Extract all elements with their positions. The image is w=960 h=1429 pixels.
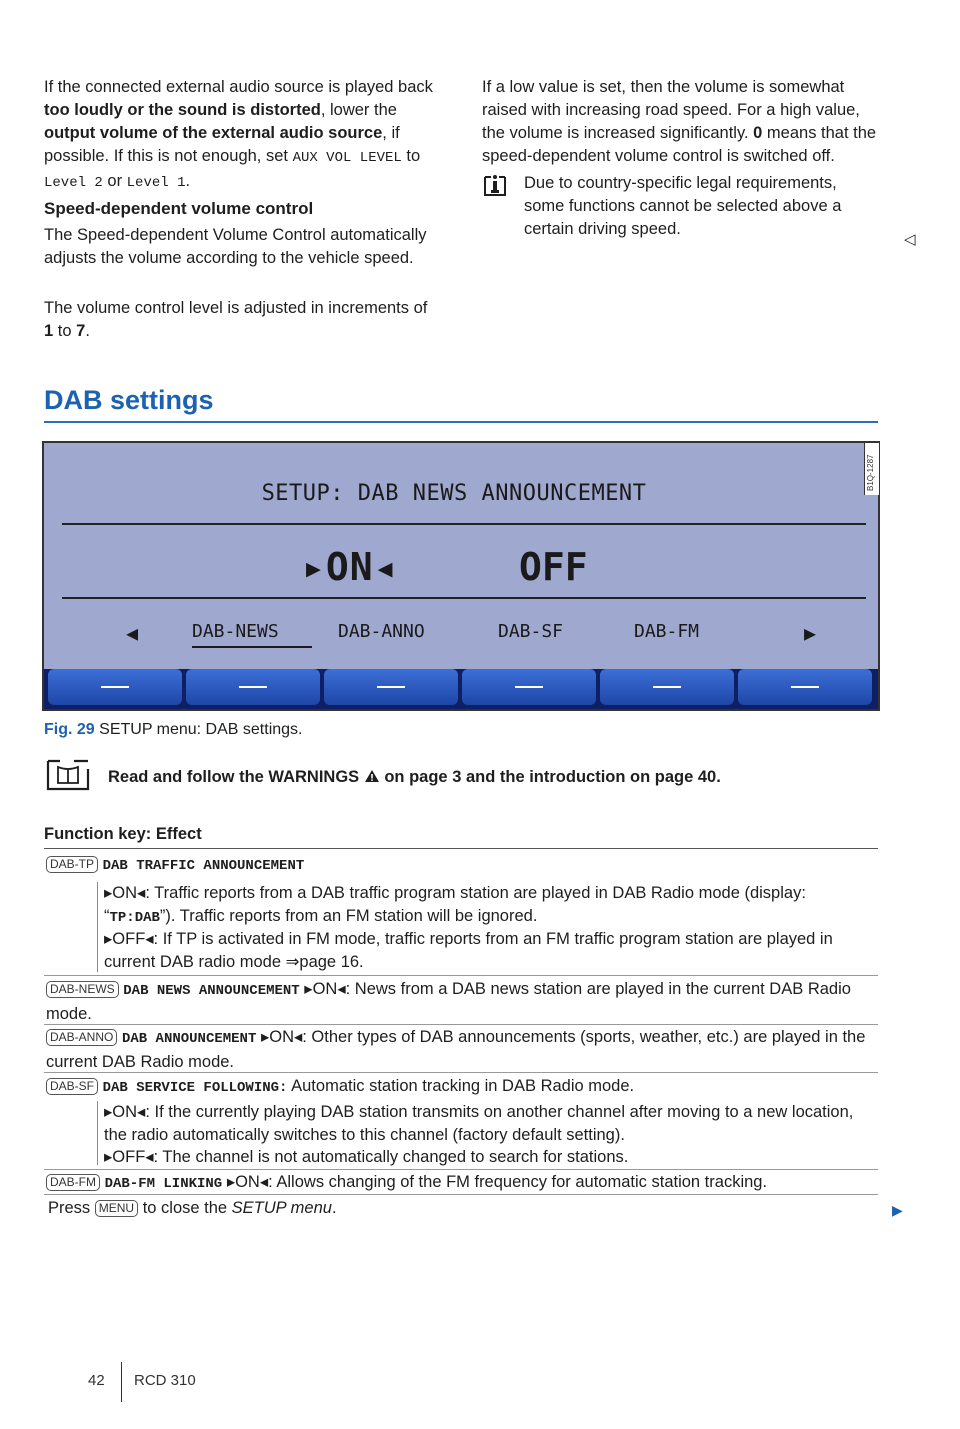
function-title: DAB ANNOUNCEMENT [121,1031,257,1047]
screen-divider [62,597,866,599]
screen-title: SETUP: DAB NEWS ANNOUNCEMENT [261,481,647,506]
press-menu-line [48,1197,337,1220]
option-on[interactable]: ▸ON◂ [302,545,398,589]
screen-divider [62,523,866,525]
text: . [185,172,191,190]
tab-dab-sf[interactable]: DAB-SF [498,621,564,642]
text: to [401,147,421,165]
dab-news-key[interactable]: DAB-NEWS [46,981,119,998]
sf-on-text: ▸ON◂: If the currently playing DAB station transmits on another channel after moving to a new location, the radio automatically switches to this channel (factory default setting). [104,1103,854,1144]
low-value-paragraph [482,76,878,168]
function-description: ▸ON◂: News from a DAB news station are played in the current DAB Radio mode. [46,980,851,1023]
text: The volume control level is adjusted in increments of [44,299,428,317]
table-rule [44,848,878,849]
left-arrow-icon[interactable]: ◀ [126,621,139,645]
row-rule [44,1194,878,1195]
row-rule [44,1072,878,1073]
text: If a low value is set, then the volume is somewhat raised with increasing road speed. For a high value, the volume is increased significantly. [482,78,860,142]
continue-arrow-icon: ▶ [892,1202,903,1218]
setting-name: AUX VOL LEVEL [292,150,402,166]
softkey-1[interactable] [48,669,182,705]
page-link[interactable]: 40 [697,768,717,786]
text: to [53,322,77,340]
text: . [716,768,721,786]
bold-text: 7 [76,322,86,340]
right-arrow-icon[interactable]: ▶ [804,621,817,645]
text: . [85,322,90,340]
row-dab-news [46,978,878,1026]
option-off[interactable]: OFF [519,545,588,589]
text: If the connected external audio source is played back [44,78,433,96]
speed-volume-heading: Speed-dependent volume control [44,199,314,218]
function-title: DAB-FM LINKING [104,1176,223,1192]
intro-paragraph [44,76,436,195]
softkey-bar [44,669,878,709]
dab-fm-key[interactable]: DAB-FM [46,1174,100,1191]
page-number: 42 [88,1372,105,1389]
setting-value: Level 1 [126,175,186,191]
function-title: DAB TRAFFIC ANNOUNCEMENT [102,858,305,874]
softkey-5[interactable] [600,669,734,705]
softkey-3[interactable] [324,669,458,705]
text: or [102,172,127,190]
sf-off-text: ▸OFF◂: The channel is not automatically changed to search for stations. [104,1148,629,1166]
function-title: DAB SERVICE FOLLOWING: [102,1080,288,1096]
footer-divider [121,1362,122,1402]
page-link[interactable]: 3 [452,768,462,786]
row-dab-tp [46,853,304,878]
bold-text: output volume of the external audio source [44,124,383,142]
display-code: TP:DAB [109,910,160,926]
indent-bar [97,882,98,972]
tp-on-text [104,882,874,930]
figure-caption [44,721,302,739]
softkey-4[interactable] [462,669,596,705]
warning-icon [364,769,380,783]
active-tab-underline [192,646,312,648]
text: means that the speed-dependent volume control is switched off. [482,124,877,165]
text: Press [48,1199,95,1217]
text: , if possible. If this is not enough, set [44,124,400,165]
dab-tp-key[interactable]: DAB-TP [46,856,98,873]
tab-dab-anno[interactable]: DAB-ANNO [338,621,425,642]
section-title: DAB settings [44,385,214,415]
tab-dab-fm[interactable]: DAB-FM [634,621,700,642]
row-rule [44,975,878,976]
bold-text: too loudly or the sound is distorted [44,101,321,119]
row-dab-anno [46,1026,878,1074]
softkey-2[interactable] [186,669,320,705]
row-dab-sf [46,1075,634,1100]
menu-name: SETUP menu [231,1199,332,1217]
text: Read and follow the WARNINGS [108,768,364,786]
text: on page [379,768,453,786]
section-end-icon: ◁ [904,231,916,248]
bold-text: 0 [753,124,763,142]
figure-code: B1Q-1287 [866,454,875,491]
legal-note: Due to country-specific legal requirements, some functions cannot be selected above a certain driving speed. [524,174,842,238]
increment-paragraph [44,297,436,343]
function-description: ▸ON◂: Other types of DAB announcements (sports, weather, etc.) are played in the current DAB Radio mode. [46,1028,866,1071]
dab-anno-key[interactable]: DAB-ANNO [46,1029,117,1046]
setup-screen [42,441,880,711]
figure-code-strip [864,443,879,495]
text: ”). Traffic reports from an FM station will be ignored. [159,907,538,925]
bold-text: 1 [44,322,54,340]
menu-key[interactable]: MENU [95,1200,138,1217]
text: , lower the [320,101,397,119]
text: to close the [138,1199,232,1217]
book-icon [44,757,92,798]
text: . [331,1199,337,1217]
text: ▸ON◂: Traffic reports from a DAB traffic program station are played in DAB Radio mode (display: “ [104,884,806,925]
function-title: DAB NEWS ANNOUNCEMENT [123,983,300,999]
softkey-6[interactable] [738,669,872,705]
row-rule [44,1024,878,1025]
dab-sf-key[interactable]: DAB-SF [46,1078,98,1095]
text: and the introduction on page [461,768,698,786]
warning-line [108,768,721,787]
document-name: RCD 310 [134,1372,196,1389]
row-dab-fm [46,1171,878,1196]
function-description: ▸ON◂: Allows changing of the FM frequency for automatic station tracking. [226,1173,768,1191]
tab-dab-news[interactable]: DAB-NEWS [192,621,279,642]
function-description: Automatic station tracking in DAB Radio mode. [287,1077,635,1095]
speed-volume-paragraph: The Speed-dependent Volume Control automatically adjusts the volume according to the vehicle speed. [44,226,427,267]
section-rule [44,421,878,423]
row-rule [44,1169,878,1170]
tp-off-text: ▸OFF◂: If TP is activated in FM mode, traffic reports from an FM traffic program station are played in current DAB radio mode ⇒page 16. [104,930,833,971]
info-icon [482,172,508,203]
indent-bar [97,1101,98,1165]
setting-value: Level 2 [44,175,103,191]
figure-number: Fig. 29 [44,721,95,738]
function-table-header: Function key: Effect [44,825,202,843]
caption-text: SETUP menu: DAB settings. [99,721,303,738]
